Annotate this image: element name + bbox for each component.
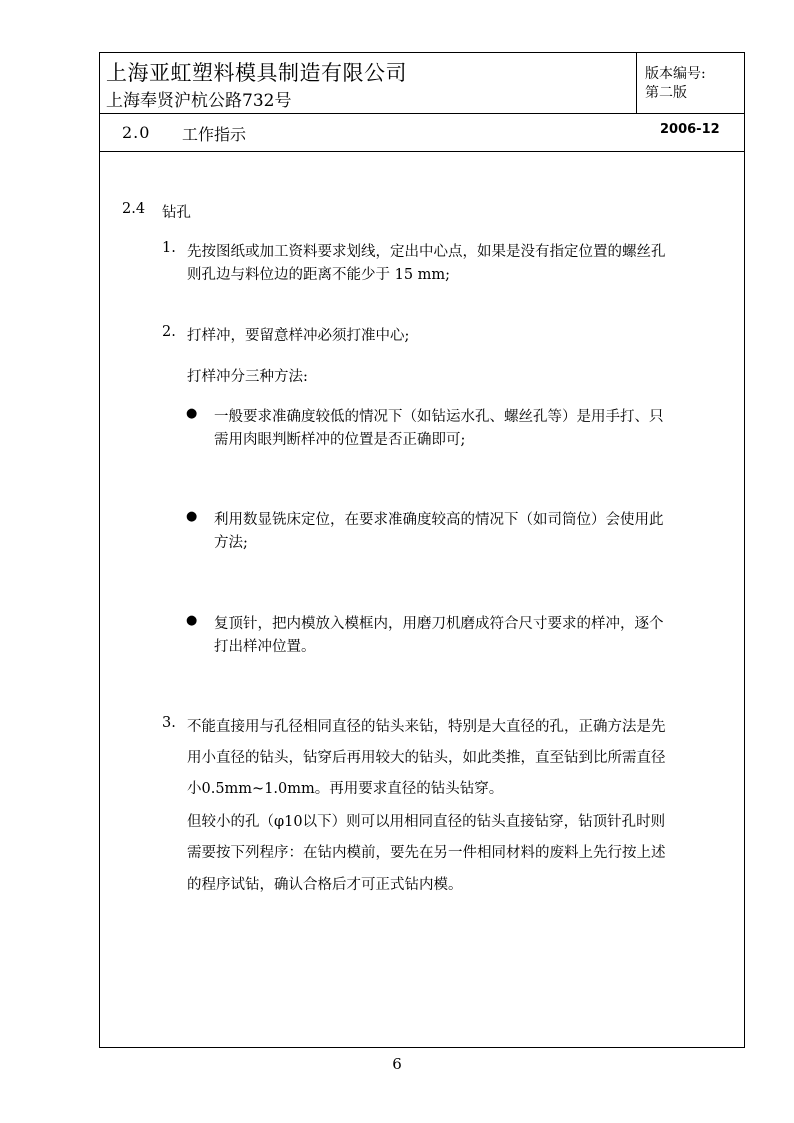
item-2-number: 2.: [162, 324, 176, 340]
section-divider: [100, 151, 744, 152]
item-2-line-1: 打样冲，要留意样冲必须打准中心;: [187, 328, 410, 344]
item-3-line-4: 但较小的孔（φ10以下）则可以用相同直径的钻头直接钻穿，钻顶针孔时则: [187, 814, 666, 830]
header-divider: [100, 113, 744, 114]
bullet-icon: ●: [186, 509, 198, 524]
item-1-line-1: 先按图纸或加工资料要求划线，定出中心点，如果是没有指定位置的螺丝孔: [187, 244, 666, 260]
version-cell-divider: [636, 53, 637, 113]
subsection-title: 钻孔: [162, 205, 191, 221]
item-1-line-2: 则孔边与料位边的距离不能少于 15 mm;: [187, 267, 451, 283]
section-title: 工作指示: [182, 125, 247, 144]
page-number: 6: [392, 1055, 402, 1073]
item-3-line-3: 小0.5mm~1.0mm。再用要求直径的钻头钻穿。: [187, 781, 504, 797]
company-name: 上海亚虹塑料模具制造有限公司: [106, 61, 407, 85]
item-2-intro: 打样冲分三种方法:: [187, 369, 308, 385]
item-3-line-2: 用小直径的钻头，钻穿后再用较大的钻头，如此类推，直至钻到比所需直径: [187, 750, 666, 766]
bullet-icon: ●: [186, 406, 198, 421]
section-number: 2.0: [122, 123, 151, 142]
version-value: 第二版: [645, 85, 687, 101]
method-3-line-2: 打出样冲位置。: [214, 639, 316, 655]
method-2-line-2: 方法;: [214, 535, 248, 551]
item-1-number: 1.: [162, 240, 176, 256]
bullet-icon: ●: [186, 613, 198, 628]
document-frame: [99, 52, 745, 1048]
item-3-line-6: 的程序试钻，确认合格后才可正式钻内模。: [187, 877, 463, 893]
item-3-number: 3.: [162, 715, 176, 731]
method-2-line-1: 利用数显铣床定位，在要求准确度较高的情况下（如司筒位）会使用此: [214, 512, 664, 528]
method-3-line-1: 复顶针，把内模放入模框内，用磨刀机磨成符合尺寸要求的样冲，逐个: [214, 616, 664, 632]
method-1-line-1: 一般要求准确度较低的情况下（如钻运水孔、螺丝孔等）是用手打、只: [214, 409, 664, 425]
company-address: 上海奉贤沪杭公路732号: [106, 91, 292, 111]
method-1-line-2: 需用肉眼判断样冲的位置是否正确即可;: [214, 432, 466, 448]
item-3-line-5: 需要按下列程序：在钻内模前，要先在另一件相同材料的废料上先行按上述: [187, 845, 666, 861]
document-date: 2006-12: [660, 122, 720, 137]
version-label: 版本编号:: [645, 66, 706, 82]
item-3-line-1: 不能直接用与孔径相同直径的钻头来钻，特别是大直径的孔，正确方法是先: [187, 719, 666, 735]
subsection-number: 2.4: [122, 201, 146, 217]
